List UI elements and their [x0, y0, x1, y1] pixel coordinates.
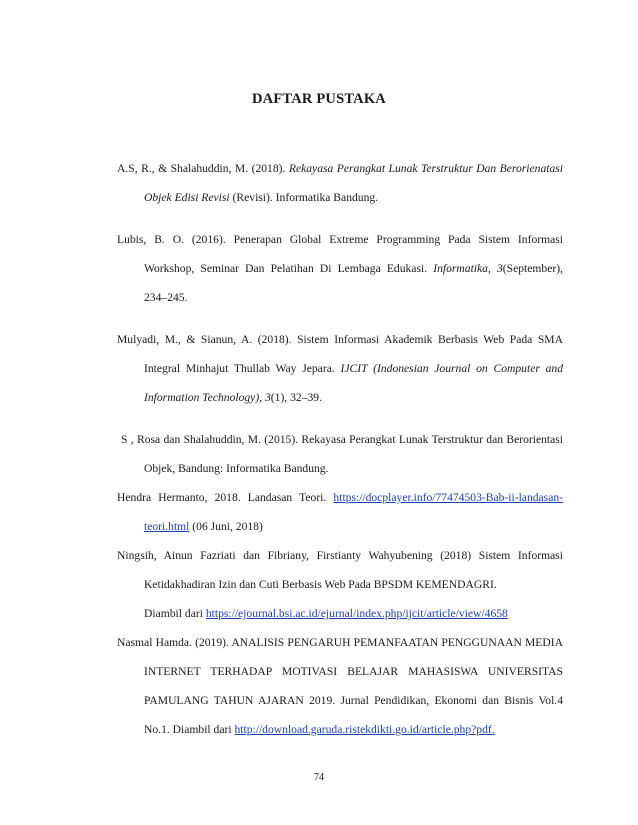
- reference-mark: S: [121, 433, 128, 446]
- reference-volume: , 3: [259, 391, 271, 404]
- page-title: DAFTAR PUSTAKA: [252, 91, 386, 107]
- reference-item: [117, 325, 563, 412]
- reference-text: Mulyadi, M., & Sianun, A. (2018). Sistem Informasi Akademik Berbasis Web Pada SMA Integral Minhajut Thullab Way Jepara.: [117, 333, 563, 375]
- reference-text: (1), 32–39.: [270, 391, 322, 404]
- reference-text: Nasmal Hamda. (2019). ANALISIS PENGARUH PEMANFAATAN PENGGUNAAN MEDIA INTERNET TERHADAP MOTIVASI BELAJAR MAHASISWA UNIVERSITAS PAMULANG TAHUN AJARAN 2019. Jurnal Pendidikan, Ekonomi dan Bisnis Vol.4 No.1. Diambil dari: [117, 636, 563, 736]
- reference-title: IJCIT (Indonesian Journal on Computer and Information Technology): [144, 362, 564, 404]
- reference-item: [117, 483, 563, 541]
- reference-text: (Revisi). Informatika Bandung.: [229, 191, 379, 204]
- reference-text: , Rosa dan Shalahuddin, M. (2015). Rekayasa Perangkat Lunak Terstruktur dan Berorientasi Objek, Bandung: Informatika Bandung.: [127, 433, 563, 475]
- reference-item: [117, 628, 563, 744]
- reference-text: (06 Juni, 2018): [189, 520, 263, 533]
- reference-text: A.S, R., & Shalahuddin, M. (2018).: [117, 162, 289, 175]
- reference-item: [117, 154, 563, 212]
- reference-title: Informatika, 3: [433, 262, 503, 275]
- reference-item: [117, 225, 563, 312]
- reference-list: [117, 154, 563, 744]
- reference-text: (September), 234–245.: [144, 262, 563, 304]
- reference-text: Hendra Hermanto, 2018. Landasan Teori.: [117, 491, 334, 504]
- reference-text: Ningsih, Ainun Fazriati dan Fibriany, Firstianty Wahyubening (2018) Sistem Informasi Ketidakhadiran Izin dan Cuti Berbasis Web Pada BPSDM KEMENDAGRI.: [117, 549, 563, 591]
- reference-text: Diambil dari: [144, 607, 206, 620]
- reference-link[interactable]: http://download.garuda.ristekdikti.go.id/article.php?pdf.: [234, 723, 495, 736]
- reference-item: [117, 541, 563, 628]
- reference-title: Rekayasa Perangkat Lunak Terstruktur Dan Berorienatasi Objek Edisi Revisi: [144, 162, 564, 204]
- reference-text: Lubis, B. O. (2016). Penerapan Global Extreme Programming Pada Sistem Informasi Workshop, Seminar Dan Pelatihan Di Lembaga Edukasi.: [117, 233, 563, 275]
- reference-link[interactable]: https://docplayer.info/77474503-Bab-ii-landasan-teori.html: [144, 491, 563, 533]
- reference-link[interactable]: https://ejournal.bsi.ac.id/ejurnal/index.php/ijcit/article/view/4658: [205, 607, 508, 620]
- page-number: 74: [314, 772, 324, 783]
- reference-item: [117, 425, 563, 483]
